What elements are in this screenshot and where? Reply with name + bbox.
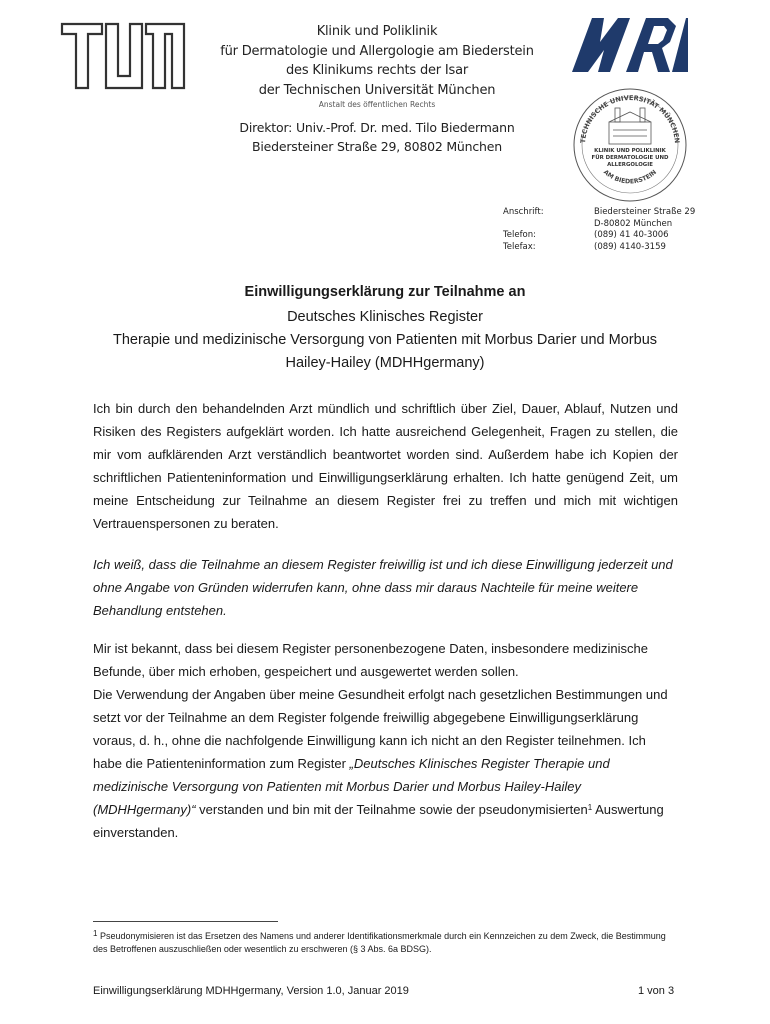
- page-number: 1 von 3: [638, 985, 675, 997]
- mri-logo: [570, 12, 688, 74]
- telefax-label: Telefax:: [503, 241, 536, 252]
- title-line-4: Hailey-Hailey (MDHHgermany): [285, 355, 485, 371]
- footnote-reference: 1: [587, 803, 593, 812]
- footer-version: Einwilligungserklärung MDHHgermany, Version 1.0, Januar 2019: [93, 985, 409, 997]
- header-line-1: Klinik und Poliklinik: [316, 24, 438, 39]
- director-line: Direktor: Univ.-Prof. Dr. med. Tilo Biedermann: [239, 120, 515, 135]
- svg-text:AM BIEDERSTEIN: [602, 169, 658, 186]
- document-title: [60, 282, 710, 375]
- clinic-header: [200, 22, 554, 156]
- telefax-value: (089) 4140-3159: [594, 241, 666, 252]
- seal-inner-3: ALLERGOLOGIE: [607, 162, 653, 168]
- paragraph-voluntary: Ich weiß, dass die Teilnahme an diesem Register freiwillig ist und ich diese Einwilligung jederzeit und ohne Angabe von Gründen widerrufen kann, ohne dass mir daraus Nachteile für meine weitere Behandlung entstehen.: [93, 557, 673, 618]
- seal-ring-bottom: AM BIEDERSTEIN: [601, 168, 659, 186]
- footnote: [93, 930, 678, 955]
- seal-building-icon: [609, 108, 651, 144]
- title-main: Einwilligungserklärung zur Teilnahme an: [244, 284, 526, 300]
- header-line-3: des Klinikums rechts der Isar: [286, 63, 468, 78]
- paragraph-information: Ich bin durch den behandelnden Arzt mündlich und schriftlich über Ziel, Dauer, Ablauf, Nutzen und Risiken des Registers aufgeklärt worden. Ich hatte ausreichend Gelegenheit, Fragen zu stellen, die mir vom aufklärenden Arzt verständlich beantwortet worden sind. Außerdem habe ich Kopien der schriftlichen Patienteninformation und Einwilligungserklärung erhalten. Ich hatte genügend Zeit, um meine Entscheidung zur Teilnahme an diesem Register frei zu treffen und mich mit wichtigen Vertrauenspersonen zu beraten.: [93, 401, 678, 531]
- paragraph-data-consent: [93, 637, 678, 844]
- contact-block: [503, 207, 695, 253]
- anschrift-label: Anschrift:: [503, 207, 544, 217]
- title-line-3: Therapie und medizinische Versorgung von Patienten mit Morbus Darier und Morbus: [112, 332, 658, 348]
- paragraph-data-consent-b: Die Verwendung der Angaben über meine Gesundheit erfolgt nach gesetzlichen Bestimmungen und setzt vor der Teilnahme an dem Register folgende freiwillig abgegebene Einwilligungserklärung voraus, d. h., ohne die nachfolgende Einwilligung kann ich nicht an den Register teilnehmen. Ich habe die Patienteninformation zum Register: [93, 687, 668, 771]
- telefon-label: Telefon:: [503, 230, 537, 240]
- seal-ring-top: TECHNISCHE UNIVERSITÄT MÜNCHEN: [578, 93, 682, 144]
- tum-logo: [60, 22, 186, 90]
- footnote-mark: 1: [93, 929, 98, 938]
- paragraph-data-consent-d: Auswertung einverstanden.: [93, 802, 664, 840]
- register-name-italic: „Deutsches Klinisches Register Therapie und medizinische Versorgung von Patienten mit Morbus Darier und Morbus Hailey-Hailey (MDHHgermany)“: [93, 756, 610, 817]
- footnote-divider: [93, 921, 278, 922]
- telefon-value: (089) 41 40-3006: [594, 230, 669, 240]
- seal-inner-1: KLINIK UND POLIKLINIK: [594, 148, 666, 154]
- anschrift-value-1: Biedersteiner Straße 29: [594, 207, 696, 217]
- seal-inner-2: FÜR DERMATOLOGIE UND: [591, 155, 669, 161]
- header-line-4: der Technischen Universität München: [258, 82, 496, 98]
- paragraph-data-consent-c: verstanden und bin mit der Teilnahme sowie der pseudonymisierten: [195, 802, 588, 817]
- title-line-2: Deutsches Klinisches Register: [287, 309, 483, 325]
- header-subline: Anstalt des öffentlichen Rechts: [318, 100, 436, 109]
- address-line: Biedersteiner Straße 29, 80802 München: [251, 139, 502, 154]
- header-line-2: für Dermatologie und Allergologie am Biederstein: [220, 43, 534, 59]
- footnote-text: Pseudonymisieren ist das Ersetzen des Namens und anderer Identifikationsmerkmale durch ein Kennzeichen zu dem Zweck, die Bestimmung des Betroffenen auszuschließen oder wesentlich zu erschweren (§ 3 Abs. 6a BDSG).: [93, 931, 666, 954]
- clinic-seal: [571, 86, 689, 204]
- paragraph-data-consent-a: Mir ist bekannt, dass bei diesem Register personenbezogene Daten, insbesondere medizinische Befunde, über mich erhoben, gespeichert und ausgewertet werden sollen.: [93, 641, 648, 679]
- anschrift-value-2: D-80802 München: [594, 218, 673, 229]
